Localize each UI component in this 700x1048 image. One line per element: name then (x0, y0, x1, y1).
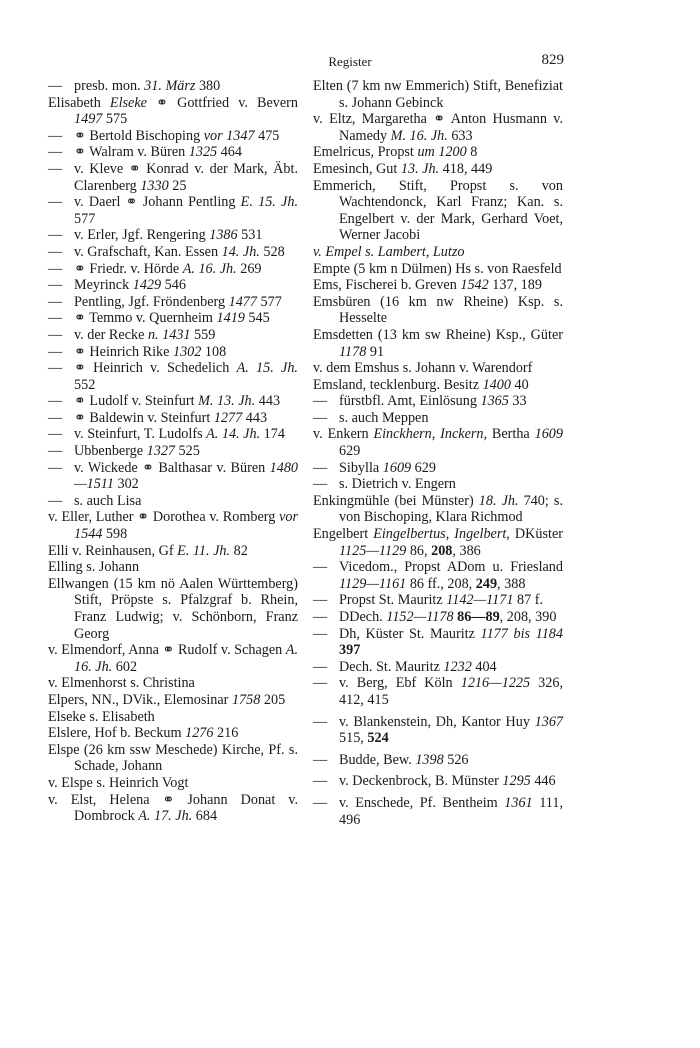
index-entry (313, 294, 563, 327)
entry-text: Sibylla (339, 459, 383, 476)
index-subentry (313, 626, 563, 659)
subentry-dash: — (313, 713, 328, 730)
bold-page-ref: 208 (431, 542, 453, 559)
italic-text: 14. Jh. (221, 243, 260, 260)
index-subentry (48, 128, 298, 145)
index-entry (313, 178, 563, 244)
entry-text: ⚭ Friedr. v. Hörde (74, 260, 183, 277)
subentry-dash: — (313, 675, 328, 692)
index-entry (313, 78, 563, 111)
subentry-dash: — (313, 609, 328, 625)
entry-text: v. dem Emshus s. Johann v. Warendorf (313, 360, 533, 377)
italic-text: A. 14. Jh. (206, 426, 261, 443)
index-entry (48, 559, 298, 576)
index-subentry (313, 609, 563, 626)
index-subentry (48, 460, 298, 493)
italic-text: 1400 (482, 376, 511, 393)
index-subentry (48, 344, 298, 361)
subentry-dash: — (313, 625, 328, 642)
index-subentry (48, 244, 298, 261)
entry-text: 598 (102, 526, 128, 543)
entry-text: v. Deckenbrock, B. Münster (339, 773, 503, 790)
subentry-dash: — (313, 476, 328, 493)
entry-text: 443 (255, 393, 281, 410)
entry-text: Elli v. Reinhausen, Gf (48, 542, 178, 559)
entry-text: 629 (339, 443, 361, 460)
entry-text: 326, 412, 415 (339, 675, 564, 708)
index-entry (48, 792, 298, 825)
entry-text: 40 (510, 376, 529, 393)
index-entry (48, 692, 298, 709)
index-subentry (313, 675, 563, 708)
entry-text: Emsland, tecklenburg. Besitz (313, 376, 483, 393)
entry-text: , 388 (497, 575, 526, 592)
entry-text: 446 (530, 773, 556, 790)
entry-text: , 386 (452, 542, 481, 559)
entry-text: 577 (256, 293, 282, 310)
entry-text: Dh, Küster St. Mauritz (339, 625, 481, 642)
entry-text: 528 (259, 243, 285, 260)
italic-text: M. 13. Jh. (198, 393, 256, 410)
bold-page-ref: 249 (475, 575, 498, 592)
index-entry (313, 327, 563, 360)
index-subentry (48, 277, 298, 294)
subentry-dash: — (313, 409, 328, 426)
italic-text: 1365 (480, 393, 509, 410)
italic-text: 1477 (228, 293, 257, 310)
index-subentry (48, 443, 298, 460)
italic-text: 1758 (231, 691, 261, 708)
subentry-dash: — (48, 409, 63, 426)
index-subentry (313, 752, 563, 769)
entry-text: v. Elmendorf, Anna ⚭ Rudolf v. Schagen (48, 642, 286, 659)
entry-text: Vicedom., Propst ADom u. Friesland (339, 559, 563, 576)
index-entry (313, 277, 563, 294)
entry-text: Elseke s. Elisabeth (48, 708, 155, 725)
italic-text: 1386 (209, 227, 238, 244)
index-subentry (48, 426, 298, 443)
entry-text: v. der Recke (74, 326, 148, 343)
index-column-right (313, 78, 563, 828)
entry-text: v. Steinfurt, T. Ludolfs (74, 426, 207, 443)
italic-text: 31. März (144, 78, 196, 94)
index-subentry (313, 476, 563, 493)
entry-text: 418, 449 (439, 160, 493, 177)
italic-text: M. 16. Jh. (390, 127, 448, 144)
entry-text: 602 (112, 658, 138, 675)
italic-text: n. 1431 (147, 326, 191, 343)
index-subentry (48, 78, 298, 95)
index-entry (48, 642, 298, 675)
index-subentry (48, 161, 298, 194)
index-subentry (313, 460, 563, 477)
entry-text: 205 (260, 691, 286, 708)
entry-text: 216 (213, 725, 239, 742)
subentry-dash: — (48, 194, 63, 211)
index-subentry (48, 327, 298, 344)
subentry-dash: — (48, 260, 63, 277)
index-entry (48, 742, 298, 775)
entry-text: v. Daerl ⚭ Johann Pentling (74, 194, 241, 211)
italic-text: A. 17. Jh. (138, 808, 193, 825)
entry-text: 25 (168, 177, 187, 194)
entry-text: fürstbfl. Amt, Einlösung (339, 393, 481, 410)
italic-text: 1497 (74, 111, 103, 128)
entry-text: Budde, Bew. (339, 751, 416, 768)
index-entry (48, 509, 298, 542)
italic-text: 1429 (132, 277, 162, 294)
subentry-dash: — (48, 78, 63, 94)
entry-text: ⚭ Heinrich v. Schedelich (74, 360, 237, 377)
entry-text: Enkingmühle (bei Münster) (313, 492, 479, 509)
subentry-dash: — (48, 243, 63, 260)
italic-text: vor 1347 (203, 127, 255, 144)
italic-text: E. 15. Jh. (240, 194, 298, 211)
italic-text: 1125—1129 (339, 542, 407, 559)
entry-text: 86 ff., 208, (406, 575, 476, 592)
italic-text: 1367 (534, 713, 563, 730)
entry-text: v. Erler, Jgf. Rengering (74, 227, 210, 244)
entry-text: 546 (161, 277, 186, 294)
entry-text: ⚭ Heinrich Rike (74, 343, 173, 360)
entry-text: 740; s. von Bischoping, Klara Richmod (339, 492, 563, 526)
subentry-dash: — (48, 127, 63, 144)
entry-text: 82 (230, 542, 248, 559)
entry-text: 380 (195, 78, 221, 94)
entry-text: presb. mon. (74, 78, 145, 94)
index-subentry (48, 227, 298, 244)
italic-text: Elseke (109, 94, 147, 111)
subentry-dash: — (48, 360, 63, 377)
entry-text: 86, (406, 542, 432, 559)
entry-text: 33 (508, 393, 527, 410)
entry-text: v. Blankenstein, Dh, Kantor Huy (339, 713, 535, 730)
entry-text: Engelbert (313, 526, 374, 543)
entry-text: 108 (201, 343, 227, 360)
entry-text: Emsbüren (16 km nw Rheine) Ksp. s. Hesselte (313, 293, 563, 327)
subentry-dash: — (313, 459, 328, 476)
entry-text: s. auch Meppen (339, 409, 429, 426)
italic-text: 1609 (534, 426, 563, 443)
entry-text: v. Enschede, Pf. Bentheim (339, 794, 505, 811)
entry-text: Ems, Fischerei b. Greven (313, 277, 461, 294)
entry-text: 174 (260, 426, 285, 443)
entry-text: Elling s. Johann (48, 559, 140, 576)
italic-text: vor 1544 (74, 509, 298, 543)
entry-text: 531 (237, 227, 263, 244)
index-entry (313, 261, 563, 278)
subentry-dash: — (48, 293, 63, 310)
entry-text: Elpers, NN., DVik., Elemosinar (48, 691, 232, 708)
italic-text: 1216—1225 (460, 675, 531, 692)
index-entry (313, 493, 563, 526)
italic-text: A. 16. Jh. (182, 260, 237, 277)
italic-text: A. 16. Jh. (74, 642, 299, 675)
italic-text: 1480—1511 (74, 459, 298, 493)
entry-text: Elisabeth (48, 94, 110, 111)
entry-text: 684 (192, 808, 218, 825)
index-entry (313, 426, 563, 459)
index-entry (313, 161, 563, 178)
index-subentry (313, 773, 563, 790)
italic-text: 1129—1161 (339, 575, 407, 592)
entry-text: s. auch Lisa (74, 492, 142, 509)
entry-text: v. Berg, Ebf Köln (339, 675, 461, 692)
page-number: 829 (541, 52, 564, 68)
entry-text: ⚭ Gottfried v. Bevern (146, 94, 298, 111)
italic-text: 1178 (339, 343, 367, 360)
entry-text: 552 (74, 376, 96, 393)
subentry-dash: — (48, 144, 63, 161)
entry-text: Emmerich, Stift, Propst s. von Wachtendonck, Karl Franz; Kan. s. Engelbert v. der Mark, Gerhard Voet, Werner Jacobi (313, 177, 563, 244)
subentry-dash: — (48, 443, 63, 460)
entry-text: v. Wickede ⚭ Balthasar v. Büren (74, 459, 270, 476)
entry-text: Empte (5 km n Dülmen) Hs s. von Raesfeld (313, 260, 562, 277)
index-subentry (48, 194, 298, 227)
index-entry (48, 576, 298, 642)
subentry-dash: — (313, 559, 328, 576)
italic-text: E. 11. Jh. (177, 542, 231, 559)
entry-text: Ellwangen (15 km nö Aalen Württemberg) Stift, Pröpste s. Pfalzgraf b. Rhein, Franz Ludwig; v. Schönborn, Franz Georg (48, 575, 298, 642)
entry-text: 8 (466, 144, 478, 161)
subentry-dash: — (313, 751, 328, 768)
index-entry (48, 675, 298, 692)
index-subentry (48, 410, 298, 427)
italic-text: 13. Jh. (400, 160, 440, 177)
entry-text: 137, 189 (488, 277, 542, 294)
italic-text: 1277 (213, 409, 243, 426)
entry-text: 575 (102, 111, 128, 128)
entry-text: 525 (175, 443, 200, 460)
index-subentry (313, 559, 563, 592)
entry-text: ⚭ Bertold Bischoping (74, 127, 204, 144)
entry-text: Meyrinck (74, 277, 133, 294)
subentry-dash: — (313, 658, 328, 675)
entry-text: 404 (471, 658, 497, 675)
entry-text: v. Enkern (313, 426, 374, 443)
entry-text: DDech. (339, 609, 387, 625)
italic-text: 1276 (185, 725, 214, 742)
entry-text: v. Eltz, Margaretha ⚭ Anton Husmann v. Namedy (313, 111, 563, 144)
index-entry (313, 244, 563, 261)
bold-page-ref: 397 (339, 642, 361, 659)
entry-text: Dech. St. Mauritz (339, 658, 444, 675)
subentry-dash: — (48, 426, 63, 443)
entry-text: v. Elmenhorst s. Christina (48, 675, 195, 692)
entry-text: 87 f. (513, 592, 544, 609)
index-subentry (48, 310, 298, 327)
subentry-dash: — (48, 326, 63, 343)
subentry-dash: — (48, 393, 63, 410)
entry-text: Elten (7 km nw Emmerich) Stift, Benefiziat s. Johann Gebinck (313, 78, 563, 111)
entry-text: 464 (217, 144, 242, 161)
entry-text: Emelricus, Propst (313, 144, 418, 161)
entry-text: v. Elspe s. Heinrich Vogt (48, 774, 189, 791)
bold-page-ref: 524 (367, 730, 389, 747)
index-entry (313, 360, 563, 377)
bold-page-ref: 86—89 (457, 609, 500, 625)
index-entry (313, 111, 563, 144)
italic-text: 1302 (172, 343, 202, 360)
index-entry (48, 775, 298, 792)
index-subentry (313, 795, 563, 828)
entry-text: 559 (190, 326, 216, 343)
italic-text: 1609 (382, 459, 412, 476)
entry-text: ⚭ Walram v. Büren (74, 144, 189, 161)
subentry-dash: — (313, 773, 328, 790)
index-entry (313, 526, 563, 559)
italic-text: 1419 (216, 310, 245, 327)
entry-text: DKüster (509, 526, 563, 543)
italic-text: 1327 (146, 443, 175, 460)
entry-text: ⚭ Ludolf v. Steinfurt (74, 393, 199, 410)
subentry-dash: — (313, 393, 328, 410)
italic-text: 1152—1178 (386, 609, 454, 625)
subentry-dash: — (48, 160, 63, 177)
entry-text: 269 (236, 260, 262, 277)
italic-text: 1177 bis 1184 (480, 625, 563, 642)
entry-text: 526 (443, 751, 469, 768)
entry-text: v. Kleve ⚭ Konrad v. der Mark, Äbt. Clarenberg (74, 160, 298, 194)
italic-text: 18. Jh. (478, 492, 519, 509)
index-entry (48, 725, 298, 742)
entry-text: ⚭ Baldewin v. Steinfurt (74, 409, 214, 426)
italic-text: um 1200 (417, 144, 467, 161)
entry-text: 443 (242, 409, 268, 426)
entry-text: v. Elst, Helena ⚭ Johann Donat v. Dombrock (48, 791, 298, 825)
entry-text: 577 (74, 210, 96, 227)
index-entry (48, 709, 298, 726)
index-subentry (48, 393, 298, 410)
italic-text: 1542 (460, 277, 489, 294)
index-subentry (48, 261, 298, 278)
entry-text: 302 (113, 476, 139, 493)
italic-text: 1361 (504, 794, 533, 811)
entry-text: 545 (244, 310, 270, 327)
index-entry (48, 95, 298, 128)
italic-text: 1325 (188, 144, 218, 161)
index-subentry (48, 144, 298, 161)
entry-text: Bertha (487, 426, 535, 443)
running-head-title: Register (328, 54, 372, 69)
index-subentry (48, 360, 298, 393)
italic-text: v. Empel s. Lambert, Lutzo (313, 243, 465, 260)
index-column-left (48, 78, 298, 825)
entry-text: Pentling, Jgf. Fröndenberg (74, 293, 229, 310)
entry-text: 633 (447, 127, 473, 144)
italic-text: A. 15. Jh. (236, 360, 298, 377)
entry-text: Emesinch, Gut (313, 160, 401, 177)
index-subentry (48, 493, 298, 510)
subentry-dash: — (313, 592, 328, 609)
entry-text: v. Eller, Luther ⚭ Dorothea v. Romberg (48, 509, 280, 526)
entry-text: ⚭ Temmo v. Quernheim (74, 310, 217, 327)
italic-text: 1295 (502, 773, 531, 790)
entry-text: v. Grafschaft, Kan. Essen (74, 243, 222, 260)
entry-text: 515, (339, 730, 368, 747)
index-subentry (313, 714, 563, 747)
subentry-dash: — (48, 277, 63, 294)
italic-text: Einckhern, Inckern, (373, 426, 488, 443)
subentry-dash: — (313, 794, 328, 811)
subentry-dash: — (48, 492, 63, 509)
entry-text: , 208, 390 (499, 609, 557, 625)
entry-text: Elspe (26 km ssw Meschede) Kirche, Pf. s. Schade, Johann (48, 741, 298, 775)
entry-text: 629 (411, 459, 436, 476)
entry-text: 111, 496 (339, 794, 563, 828)
entry-text: Emsdetten (13 km sw Rheine) Ksp., Güter (313, 326, 563, 343)
index-entry (48, 543, 298, 560)
italic-text: 1330 (140, 177, 169, 194)
index-subentry (313, 410, 563, 427)
index-subentry (313, 592, 563, 609)
index-entry (313, 144, 563, 161)
subentry-dash: — (48, 459, 63, 476)
italic-text: 1232 (443, 658, 472, 675)
italic-text: 1142—1171 (446, 592, 514, 609)
entry-text: 475 (254, 127, 280, 144)
index-subentry (313, 659, 563, 676)
index-entry (313, 377, 563, 394)
italic-text: 1398 (415, 751, 444, 768)
subentry-dash: — (48, 310, 63, 327)
index-subentry (313, 393, 563, 410)
entry-text: Elslere, Hof b. Beckum (48, 725, 186, 742)
italic-text: Eingelbertus, Ingelbert, (373, 526, 510, 543)
entry-text: Ubbenberge (74, 443, 147, 460)
entry-text: Propst St. Mauritz (339, 592, 447, 609)
subentry-dash: — (48, 227, 63, 244)
index-subentry (48, 294, 298, 311)
subentry-dash: — (48, 343, 63, 360)
entry-text: 91 (366, 343, 385, 360)
entry-text: s. Dietrich v. Engern (339, 476, 456, 493)
